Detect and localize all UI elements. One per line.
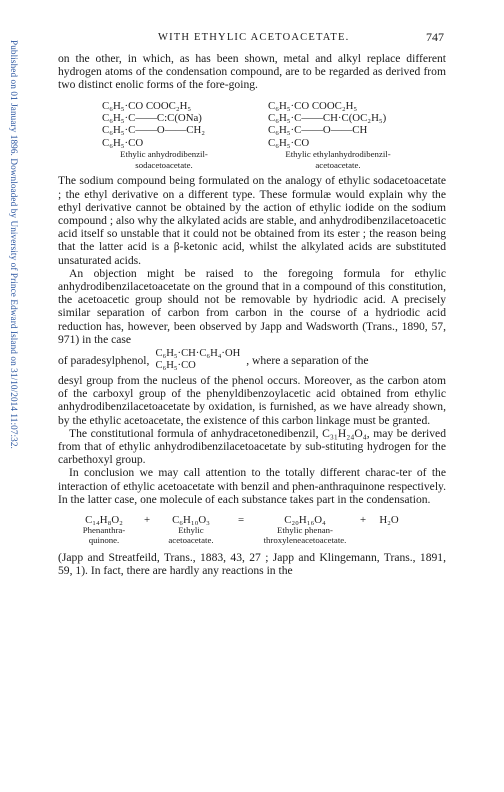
download-watermark xyxy=(2,40,19,640)
term-formula: C₁₄H₈O₂ xyxy=(85,514,123,527)
formula-line: C₆H₅·CO xyxy=(155,360,196,372)
download-watermark-text: Published on 01 January 1896. Downloaded by University of Prince Edward Island on 31/10/2014 11:07:32. xyxy=(9,40,19,449)
plus-sign: + xyxy=(143,514,151,527)
running-header xyxy=(58,14,446,44)
term-caption: Ethylic xyxy=(178,525,204,536)
formula-line: C₆H₅·CO xyxy=(102,136,144,149)
formula-caption: acetoacetate. xyxy=(315,159,361,170)
inline-formula-after: , where a separation of the xyxy=(246,353,369,367)
page xyxy=(58,14,446,578)
equation-term xyxy=(72,514,136,545)
equals-sign: = xyxy=(237,514,245,527)
equation-term xyxy=(158,514,224,545)
paragraph: desyl group from the nucleus of the phenol occurs. Moreover, as the carbon atom of the carboxyl group of the phenyldibenzoylacetic acid obtained from ethylic anhydrodibenzilacetoacetate by oxidation, is furnished, as we have already shown, by the ethylic acetoacetate, the existence of this carbon linkage must be granted. xyxy=(58,374,446,427)
page-number: 747 xyxy=(426,30,444,44)
term-caption: Ethylic phenan- xyxy=(277,525,333,536)
paragraph: on the other, in which, as has been shown, metal and alkyl replace different hydrogen atoms of the condensation compound, are to be regarded as derived from two distinct enolic forms of the fore-going. xyxy=(58,52,446,92)
formula-line: C₆H₅·CO xyxy=(268,136,310,149)
paragraph: (Japp and Streatfeild, Trans., 1883, 43, 27 ; Japp and Klingemann, Trans., 1891, 59, 1). In fact, there are hardly any reactions in the xyxy=(58,551,446,578)
formula-line: C₆H₅·C——O——CH xyxy=(268,124,368,137)
paragraph: The sodium compound being formulated on the analogy of ethylic sodacetoacetate ; the ethyl derivative on a different type. These formulæ would explain why the ethyl derivative cannot be obtained by the action of ethylic iodide on the sodium compound ; also why the alkylated acids are stable, and anhydrodibenzilacetoacetic acid itself so unstable that it could not be obtained from its ester ; the reason being that the latter acid is a β-ketonic acid, whilst the alkylated acids are substituted unsaturated acids. xyxy=(58,174,446,267)
reaction-equation xyxy=(72,514,446,545)
term-formula: H₂O xyxy=(379,514,399,527)
paragraph: The constitutional formula of anhydracetonedibenzil, C₃₁H₂₄O₄, may be derived from that of ethylic anhydrodibenzilacetoacetate by sub-stituting hydrogen for the carbethoxyl group. xyxy=(58,426,446,467)
equation-term xyxy=(258,514,352,545)
inline-formula-before: of paradesylphenol, xyxy=(58,353,150,367)
formula-line: C₆H₅·CH·C₆H₄·OH xyxy=(155,348,241,360)
term-caption: throxyleneacetoacetate. xyxy=(263,534,347,545)
plus-sign: + xyxy=(359,514,367,527)
term-formula: C₆H₁₀O₃ xyxy=(172,514,210,527)
term-caption: Phenanthra- xyxy=(82,525,126,536)
formula-line: C₆H₅·CO COOC₂H₅ xyxy=(268,99,358,112)
term-caption: acetoacetate. xyxy=(168,534,214,545)
paragraph: In conclusion we may call attention to the totally different charac-ter of the interaction of ethylic acetoacetate with benzil and phen-anthraquinone respectively. In the latter case, one molecule of each substance takes part in the condensation. xyxy=(58,466,446,506)
structural-formulas xyxy=(102,100,446,171)
formula-sodium-compound xyxy=(102,100,262,171)
formula-line: C₆H₅·C——C:C(ONa) xyxy=(102,112,202,125)
formula-caption: sodacetoacetate. xyxy=(135,159,193,170)
formula-line: C₆H₅·C——CH·C(OC₂H₅) xyxy=(268,112,387,125)
inline-formula xyxy=(58,348,446,372)
paradesylphenol-formula xyxy=(155,348,240,372)
formula-line: C₆H₅·CO COOC₂H₅ xyxy=(102,99,192,112)
running-title: WITH ETHYLIC ACETOACETATE. xyxy=(158,32,350,43)
formula-caption: Ethylic ethylanhydrodibenzil- xyxy=(285,149,391,160)
equation-term xyxy=(374,514,404,545)
formula-line: C₆H₅·C——O——CH₂ xyxy=(102,124,206,137)
term-caption: quinone. xyxy=(88,534,120,545)
formula-caption: Ethylic anhydrodibenzil- xyxy=(120,149,208,160)
term-formula: C₂₀H₁₆O₄ xyxy=(284,514,326,527)
formula-ethyl-compound xyxy=(268,100,428,171)
paragraph: An objection might be raised to the foregoing formula for ethylic anhydrodibenzilacetoacetate on the ground that in a compound of this constitution, the acetoacetic group should not be removable by hydriodic acid. A precisely similar separation of carbon from carbon in the course of a hydriodic acid reduction has, however, been observed by Japp and Wadsworth (Trans., 1890, 57, 971) in the case xyxy=(58,266,446,346)
